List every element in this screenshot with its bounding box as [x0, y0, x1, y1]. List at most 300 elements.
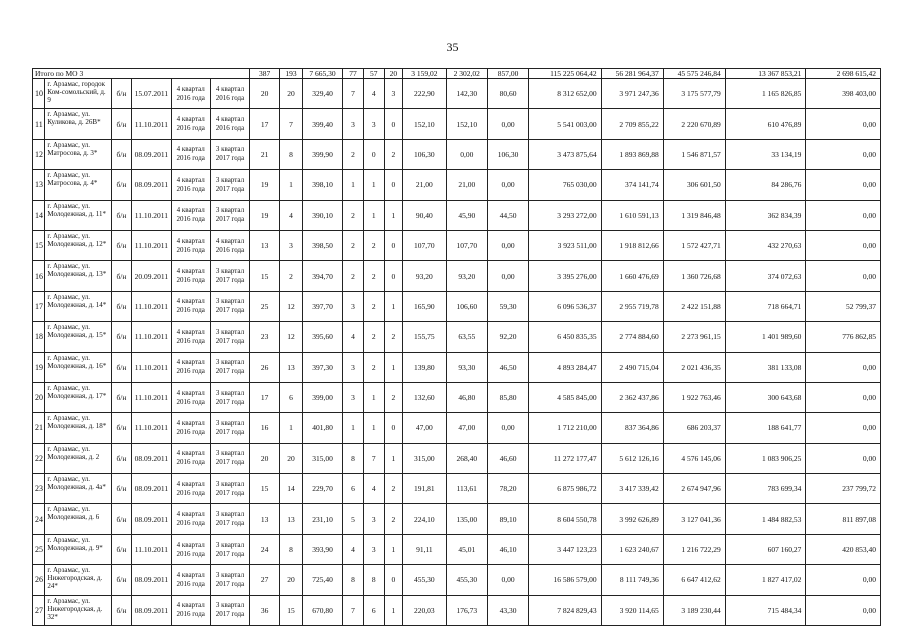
- value-cell: 21,00: [446, 170, 487, 200]
- document-date-cell: 15.07.2011: [132, 79, 171, 109]
- value-cell: 0: [384, 109, 403, 139]
- end-period-cell: 3 квартал 2017 года: [210, 261, 249, 291]
- value-cell: 113,61: [446, 474, 487, 504]
- value-cell: 2 490 715,04: [601, 352, 663, 382]
- value-cell: 3: [343, 352, 364, 382]
- value-cell: 1: [280, 170, 303, 200]
- value-cell: 4: [363, 474, 384, 504]
- value-cell: 1 893 869,88: [601, 139, 663, 169]
- value-cell: 0,00: [806, 109, 881, 139]
- value-cell: 1 827 417,02: [725, 565, 806, 595]
- value-cell: 93,30: [446, 352, 487, 382]
- total-cell: 2 302,02: [446, 69, 487, 79]
- table-row: [33, 200, 881, 230]
- value-cell: 3: [343, 291, 364, 321]
- value-cell: 2: [363, 291, 384, 321]
- end-period-cell: 3 квартал 2017 года: [210, 504, 249, 534]
- value-cell: 1 546 871,57: [663, 139, 725, 169]
- value-cell: 837 364,86: [601, 413, 663, 443]
- document-number-cell: б/н: [111, 474, 132, 504]
- value-cell: 1: [384, 200, 403, 230]
- table-row: [33, 595, 881, 625]
- value-cell: 106,30: [487, 139, 528, 169]
- value-cell: 399,90: [302, 139, 342, 169]
- table-row: [33, 109, 881, 139]
- value-cell: 0: [384, 565, 403, 595]
- document-number-cell: б/н: [111, 534, 132, 564]
- end-period-cell: 4 квартал 2016 года: [210, 230, 249, 260]
- value-cell: 395,60: [302, 322, 342, 352]
- document-date-cell: 08.09.2011: [132, 565, 171, 595]
- document-date-cell: 11.10.2011: [132, 200, 171, 230]
- value-cell: 2: [384, 139, 403, 169]
- value-cell: 47,00: [403, 413, 446, 443]
- address-cell: г. Арзамас, ул. Молодежная, д. 13*: [45, 261, 111, 291]
- value-cell: 0,00: [806, 139, 881, 169]
- value-cell: 398,50: [302, 230, 342, 260]
- value-cell: 188 641,77: [725, 413, 806, 443]
- value-cell: 25: [250, 291, 280, 321]
- value-cell: 222,90: [403, 79, 446, 109]
- value-cell: 45,90: [446, 200, 487, 230]
- table-row: [33, 382, 881, 412]
- value-cell: 19: [250, 200, 280, 230]
- value-cell: 20: [250, 79, 280, 109]
- value-cell: 1: [280, 413, 303, 443]
- value-cell: 21,00: [403, 170, 446, 200]
- start-period-cell: 4 квартал 2016 года: [171, 352, 210, 382]
- value-cell: 20: [250, 443, 280, 473]
- row-number: 17: [33, 291, 45, 321]
- value-cell: 4: [363, 79, 384, 109]
- address-cell: г. Арзамас, ул. Молодежная, д. 9*: [45, 534, 111, 564]
- value-cell: 17: [250, 109, 280, 139]
- total-cell: 2 698 615,42: [806, 69, 881, 79]
- value-cell: 725,40: [302, 565, 342, 595]
- document-number-cell: б/н: [111, 382, 132, 412]
- value-cell: 106,60: [446, 291, 487, 321]
- value-cell: 7 824 829,43: [529, 595, 601, 625]
- value-cell: 5 541 003,00: [529, 109, 601, 139]
- value-cell: 6: [280, 382, 303, 412]
- value-cell: 135,00: [446, 504, 487, 534]
- row-number: 20: [33, 382, 45, 412]
- document-date-cell: 11.10.2011: [132, 413, 171, 443]
- value-cell: 0,00: [487, 261, 528, 291]
- document-date-cell: 11.10.2011: [132, 109, 171, 139]
- value-cell: 3: [280, 230, 303, 260]
- table-row: [33, 413, 881, 443]
- address-cell: г. Арзамас, ул. Молодежная, д. 18*: [45, 413, 111, 443]
- value-cell: 220,03: [403, 595, 446, 625]
- value-cell: 1 610 591,13: [601, 200, 663, 230]
- value-cell: 0,00: [806, 595, 881, 625]
- document-number-cell: б/н: [111, 595, 132, 625]
- value-cell: 455,30: [403, 565, 446, 595]
- value-cell: 1: [384, 443, 403, 473]
- value-cell: 106,30: [403, 139, 446, 169]
- value-cell: 1 401 989,60: [725, 322, 806, 352]
- document-date-cell: 08.09.2011: [132, 139, 171, 169]
- total-cell: 857,00: [487, 69, 528, 79]
- value-cell: 2 220 670,89: [663, 109, 725, 139]
- address-cell: г. Арзамас, ул. Молодежная, д. 14*: [45, 291, 111, 321]
- table-row: [33, 322, 881, 352]
- value-cell: 2: [384, 474, 403, 504]
- value-cell: 36: [250, 595, 280, 625]
- value-cell: 2: [363, 230, 384, 260]
- value-cell: 0: [384, 261, 403, 291]
- value-cell: 5 612 126,16: [601, 443, 663, 473]
- value-cell: 6 875 986,72: [529, 474, 601, 504]
- row-number: 15: [33, 230, 45, 260]
- value-cell: 90,40: [403, 200, 446, 230]
- value-cell: 0,00: [806, 261, 881, 291]
- value-cell: 3: [384, 79, 403, 109]
- value-cell: 92,20: [487, 322, 528, 352]
- value-cell: 19: [250, 170, 280, 200]
- address-cell: г. Арзамас, ул. Матросова, д. 4*: [45, 170, 111, 200]
- value-cell: 0,00: [487, 230, 528, 260]
- row-number: 25: [33, 534, 45, 564]
- value-cell: 397,30: [302, 352, 342, 382]
- start-period-cell: 4 квартал 2016 года: [171, 261, 210, 291]
- document-number-cell: б/н: [111, 230, 132, 260]
- value-cell: 0: [384, 170, 403, 200]
- value-cell: 47,00: [446, 413, 487, 443]
- value-cell: 78,20: [487, 474, 528, 504]
- document-date-cell: 08.09.2011: [132, 443, 171, 473]
- row-number: 12: [33, 139, 45, 169]
- total-cell: 387: [250, 69, 280, 79]
- document-date-cell: 08.09.2011: [132, 504, 171, 534]
- value-cell: 0,00: [806, 443, 881, 473]
- end-period-cell: 3 квартал 2017 года: [210, 322, 249, 352]
- document-number-cell: б/н: [111, 291, 132, 321]
- value-cell: 6 450 835,35: [529, 322, 601, 352]
- value-cell: 1 083 906,25: [725, 443, 806, 473]
- document-number-cell: б/н: [111, 413, 132, 443]
- document-number-cell: б/н: [111, 261, 132, 291]
- table-row: [33, 139, 881, 169]
- row-number: 16: [33, 261, 45, 291]
- value-cell: 610 476,89: [725, 109, 806, 139]
- row-number: 11: [33, 109, 45, 139]
- value-cell: 16: [250, 413, 280, 443]
- value-cell: 455,30: [446, 565, 487, 595]
- start-period-cell: 4 квартал 2016 года: [171, 291, 210, 321]
- total-cell: 56 281 964,37: [601, 69, 663, 79]
- value-cell: 0,00: [806, 413, 881, 443]
- value-cell: 3: [363, 504, 384, 534]
- total-cell: 20: [384, 69, 403, 79]
- document-number-cell: б/н: [111, 170, 132, 200]
- value-cell: 1 216 722,29: [663, 534, 725, 564]
- value-cell: 394,70: [302, 261, 342, 291]
- value-cell: 268,40: [446, 443, 487, 473]
- value-cell: 24: [250, 534, 280, 564]
- value-cell: 1: [384, 595, 403, 625]
- value-cell: 2: [280, 261, 303, 291]
- value-cell: 1: [363, 170, 384, 200]
- value-cell: 398,10: [302, 170, 342, 200]
- value-cell: 3 189 230,44: [663, 595, 725, 625]
- value-cell: 3 923 511,00: [529, 230, 601, 260]
- value-cell: 13: [250, 230, 280, 260]
- value-cell: 6 647 412,62: [663, 565, 725, 595]
- value-cell: 3 920 114,65: [601, 595, 663, 625]
- value-cell: 300 643,68: [725, 382, 806, 412]
- value-cell: 381 133,08: [725, 352, 806, 382]
- value-cell: 374 141,74: [601, 170, 663, 200]
- document-date-cell: 08.09.2011: [132, 170, 171, 200]
- table-row: [33, 352, 881, 382]
- start-period-cell: 4 квартал 2016 года: [171, 139, 210, 169]
- table-row: [33, 170, 881, 200]
- table-row: [33, 291, 881, 321]
- value-cell: 3 971 247,36: [601, 79, 663, 109]
- value-cell: 398 403,00: [806, 79, 881, 109]
- total-label: Итого по МО 3: [33, 69, 250, 79]
- value-cell: 1 922 763,46: [663, 382, 725, 412]
- total-cell: 45 575 246,84: [663, 69, 725, 79]
- end-period-cell: 3 квартал 2017 года: [210, 565, 249, 595]
- value-cell: 20: [280, 79, 303, 109]
- end-period-cell: 3 квартал 2017 года: [210, 474, 249, 504]
- value-cell: 176,73: [446, 595, 487, 625]
- value-cell: 1: [384, 291, 403, 321]
- start-period-cell: 4 квартал 2016 года: [171, 443, 210, 473]
- row-number: 24: [33, 504, 45, 534]
- end-period-cell: 3 квартал 2017 года: [210, 382, 249, 412]
- value-cell: 2: [363, 352, 384, 382]
- value-cell: 2 955 719,78: [601, 291, 663, 321]
- value-cell: 1: [384, 534, 403, 564]
- value-cell: 2: [363, 261, 384, 291]
- total-row: [33, 69, 881, 79]
- value-cell: 14: [280, 474, 303, 504]
- end-period-cell: 3 квартал 2017 года: [210, 534, 249, 564]
- value-cell: 2: [363, 322, 384, 352]
- value-cell: 2: [384, 504, 403, 534]
- value-cell: 2 674 947,96: [663, 474, 725, 504]
- start-period-cell: 4 квартал 2016 года: [171, 413, 210, 443]
- value-cell: 3: [363, 109, 384, 139]
- value-cell: 1: [363, 200, 384, 230]
- address-cell: г. Арзамас, ул. Молодежная, д. 16*: [45, 352, 111, 382]
- value-cell: 46,60: [487, 443, 528, 473]
- value-cell: 2: [384, 382, 403, 412]
- value-cell: 4 585 845,00: [529, 382, 601, 412]
- end-period-cell: 3 квартал 2017 года: [210, 170, 249, 200]
- total-cell: 115 225 064,42: [529, 69, 601, 79]
- value-cell: 11 272 177,47: [529, 443, 601, 473]
- document-date-cell: 11.10.2011: [132, 322, 171, 352]
- value-cell: 0,00: [487, 565, 528, 595]
- value-cell: 132,60: [403, 382, 446, 412]
- total-cell: 13 367 853,21: [725, 69, 806, 79]
- value-cell: 0,00: [446, 139, 487, 169]
- start-period-cell: 4 квартал 2016 года: [171, 474, 210, 504]
- value-cell: 607 160,27: [725, 534, 806, 564]
- end-period-cell: 3 квартал 2017 года: [210, 413, 249, 443]
- value-cell: 3 127 041,36: [663, 504, 725, 534]
- document-date-cell: 11.10.2011: [132, 352, 171, 382]
- value-cell: 17: [250, 382, 280, 412]
- start-period-cell: 4 квартал 2016 года: [171, 230, 210, 260]
- value-cell: 3 175 577,79: [663, 79, 725, 109]
- start-period-cell: 4 квартал 2016 года: [171, 109, 210, 139]
- value-cell: 8: [363, 565, 384, 595]
- value-cell: 8 312 652,00: [529, 79, 601, 109]
- value-cell: 152,10: [446, 109, 487, 139]
- value-cell: 3 417 339,42: [601, 474, 663, 504]
- value-cell: 26: [250, 352, 280, 382]
- value-cell: 1 623 240,67: [601, 534, 663, 564]
- value-cell: 3 293 272,00: [529, 200, 601, 230]
- value-cell: 229,70: [302, 474, 342, 504]
- document-number-cell: б/н: [111, 322, 132, 352]
- document-number-cell: б/н: [111, 352, 132, 382]
- value-cell: 8 111 749,36: [601, 565, 663, 595]
- document-number-cell: б/н: [111, 443, 132, 473]
- value-cell: 2 709 855,22: [601, 109, 663, 139]
- value-cell: 4 893 284,47: [529, 352, 601, 382]
- value-cell: 0,00: [806, 230, 881, 260]
- end-period-cell: 3 квартал 2017 года: [210, 200, 249, 230]
- value-cell: 397,70: [302, 291, 342, 321]
- value-cell: 165,90: [403, 291, 446, 321]
- value-cell: 45,01: [446, 534, 487, 564]
- value-cell: 3: [363, 534, 384, 564]
- value-cell: 2 362 437,86: [601, 382, 663, 412]
- value-cell: 13: [280, 504, 303, 534]
- value-cell: 2: [343, 139, 364, 169]
- value-cell: 718 664,71: [725, 291, 806, 321]
- start-period-cell: 4 квартал 2016 года: [171, 322, 210, 352]
- address-cell: г. Арзамас, городок Ком-сомольский, д. 9: [45, 79, 111, 109]
- document-date-cell: 08.09.2011: [132, 595, 171, 625]
- value-cell: 1 165 826,85: [725, 79, 806, 109]
- table-row: [33, 79, 881, 109]
- value-cell: 0: [384, 230, 403, 260]
- end-period-cell: 4 квартал 2016 года: [210, 109, 249, 139]
- value-cell: 107,70: [403, 230, 446, 260]
- end-period-cell: 4 квартал 2016 года: [210, 79, 249, 109]
- row-number: 21: [33, 413, 45, 443]
- value-cell: 670,80: [302, 595, 342, 625]
- value-cell: 12: [280, 322, 303, 352]
- value-cell: 0,00: [806, 352, 881, 382]
- row-number: 26: [33, 565, 45, 595]
- value-cell: 3 992 626,89: [601, 504, 663, 534]
- value-cell: 686 203,37: [663, 413, 725, 443]
- end-period-cell: 3 квартал 2017 года: [210, 139, 249, 169]
- value-cell: 0,00: [806, 565, 881, 595]
- start-period-cell: 4 квартал 2016 года: [171, 79, 210, 109]
- total-cell: 57: [363, 69, 384, 79]
- value-cell: 63,55: [446, 322, 487, 352]
- value-cell: 224,10: [403, 504, 446, 534]
- value-cell: 4: [280, 200, 303, 230]
- total-cell: 7 665,30: [302, 69, 342, 79]
- address-cell: г. Арзамас, ул. Нижегородская, д. 32*: [45, 595, 111, 625]
- document-date-cell: 11.10.2011: [132, 382, 171, 412]
- value-cell: 0,00: [487, 109, 528, 139]
- value-cell: 91,11: [403, 534, 446, 564]
- address-cell: г. Арзамас, ул. Молодежная, д. 15*: [45, 322, 111, 352]
- start-period-cell: 4 квартал 2016 года: [171, 200, 210, 230]
- value-cell: 715 484,34: [725, 595, 806, 625]
- address-cell: г. Арзамас, ул. Матросова, д. 3*: [45, 139, 111, 169]
- value-cell: 4 576 145,06: [663, 443, 725, 473]
- value-cell: 33 134,19: [725, 139, 806, 169]
- value-cell: 8: [343, 565, 364, 595]
- value-cell: 393,90: [302, 534, 342, 564]
- value-cell: 1 660 476,69: [601, 261, 663, 291]
- value-cell: 1 712 210,00: [529, 413, 601, 443]
- table-row: [33, 474, 881, 504]
- value-cell: 15: [250, 261, 280, 291]
- value-cell: 23: [250, 322, 280, 352]
- value-cell: 4: [343, 322, 364, 352]
- value-cell: 1: [343, 413, 364, 443]
- value-cell: 7: [280, 109, 303, 139]
- value-cell: 432 270,63: [725, 230, 806, 260]
- value-cell: 8 604 550,78: [529, 504, 601, 534]
- value-cell: 2 422 151,88: [663, 291, 725, 321]
- row-number: 10: [33, 79, 45, 109]
- value-cell: 1: [384, 352, 403, 382]
- total-cell: 193: [280, 69, 303, 79]
- value-cell: 329,40: [302, 79, 342, 109]
- address-cell: г. Арзамас, ул. Молодежная, д. 17*: [45, 382, 111, 412]
- value-cell: 93,20: [446, 261, 487, 291]
- value-cell: 2: [343, 261, 364, 291]
- value-cell: 374 072,63: [725, 261, 806, 291]
- value-cell: 2 774 884,60: [601, 322, 663, 352]
- value-cell: 52 799,37: [806, 291, 881, 321]
- value-cell: 1 572 427,71: [663, 230, 725, 260]
- value-cell: 2: [343, 230, 364, 260]
- value-cell: 231,10: [302, 504, 342, 534]
- value-cell: 20: [280, 565, 303, 595]
- value-cell: 1: [363, 382, 384, 412]
- start-period-cell: 4 квартал 2016 года: [171, 595, 210, 625]
- address-cell: г. Арзамас, ул. Молодежная, д. 12*: [45, 230, 111, 260]
- value-cell: 8: [343, 443, 364, 473]
- value-cell: 783 699,34: [725, 474, 806, 504]
- table-row: [33, 261, 881, 291]
- value-cell: 390,10: [302, 200, 342, 230]
- value-cell: 0,00: [806, 170, 881, 200]
- value-cell: 191,81: [403, 474, 446, 504]
- table-row: [33, 504, 881, 534]
- value-cell: 142,30: [446, 79, 487, 109]
- value-cell: 0,00: [806, 200, 881, 230]
- value-cell: 401,80: [302, 413, 342, 443]
- value-cell: 3 395 276,00: [529, 261, 601, 291]
- table-row: [33, 443, 881, 473]
- start-period-cell: 4 квартал 2016 года: [171, 565, 210, 595]
- page-number: 35: [446, 40, 459, 54]
- value-cell: 43,30: [487, 595, 528, 625]
- value-cell: 1 360 726,68: [663, 261, 725, 291]
- value-cell: 306 601,50: [663, 170, 725, 200]
- value-cell: 46,10: [487, 534, 528, 564]
- start-period-cell: 4 квартал 2016 года: [171, 382, 210, 412]
- total-cell: 3 159,02: [403, 69, 446, 79]
